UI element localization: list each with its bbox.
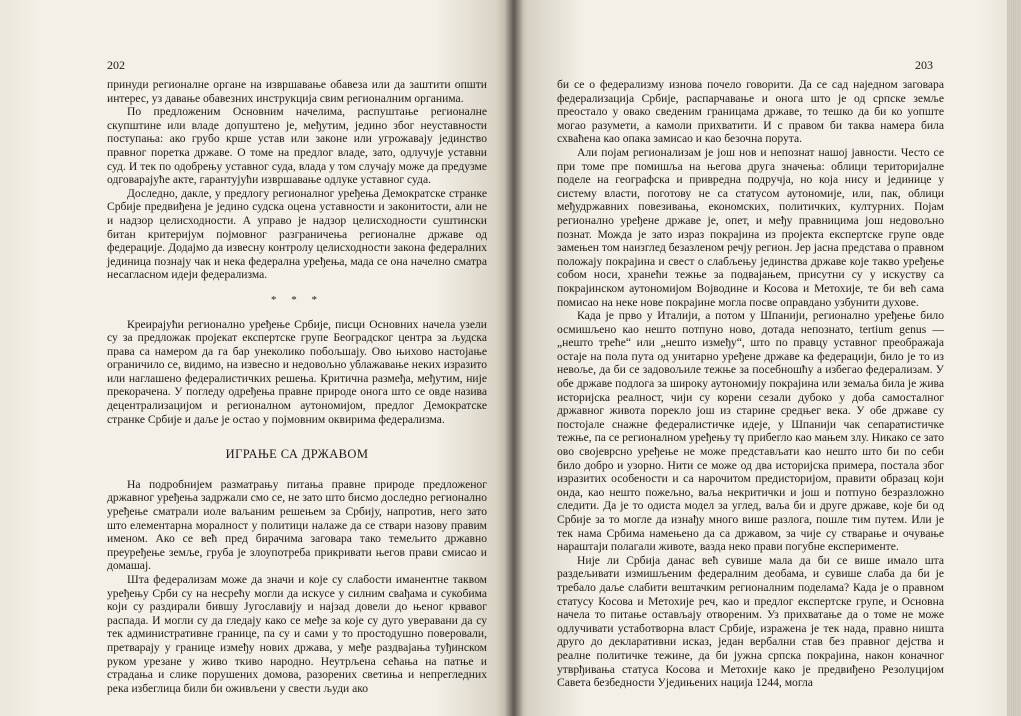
paragraph: принуди регионалне органе на извршавање обавеза или да заштити општи интерес, уз давање обавезних инструкција свим регионалним органима. <box>107 78 487 105</box>
paragraph: Када је прво у Италији, а потом у Шпанији, регионално уређење било осмишљено као нешто потпуно ново, дотада непознато, tertium genus — „нешто треће“ или „нешто између“, што по правцу уставног преображаја остаје на пола пута од унитарно уређене државе ка федерацији, било је то из невоље, да би се задовољиле тежње за посебношћу а избегао федерализам. У обе државе подлога за широку аутономију покрајина или земаља била је жива историјска реалност, чији су корени сезали дубоко у доба самосталног државног живота порекло још из старине средњег века. У обе државе су постојале снажне федералистичке идеје, у Шпанији чак сепаратистичке тежње, па се регионалном уређењу тү прибегло као мањем злу. Никако се зато ово својеврсно уређење не може представљати као нешто што би по себи било добро и узорно. Нити се може од два историјска примера, постала због изразитих особености и са нарочитом предисторијом, правити образац који онда, као нешто пожељно, ваља некритички и још и потпуно безразложно следити. Да је то одиста модел за углед, ваља би и друге државе, које би од Србије за то могле да изнађу много више разлога, пошле тим путем. Или је тек нама Србима намењено да са државом, за чије су стварање и очување нараштаји полагали животе, вазда неко прави погубне експерименте. <box>557 309 944 554</box>
paragraph: Доследно, дакле, у предлогу регионалног уређења Демократске странке Србије предвиђена је једино судска оцена уставности и законитости, али не и надзор целисходности. А управо је надзор целисходности суштински битан критеријум појмовног разграничења регионалне државе од федерације. Додајмо да извесну контролу целисходности закона федералних јединица познају чак и нека федерална уређења, мада се она начелно сматра несагласном идеји федерализма. <box>107 186 487 282</box>
paragraph: би се о федерализму изнова почело говорити. Да се сад наједном заговара федерализација Србије, распарчавање и онога што је од српске земље преостало у овако сведеним границама државе, то тешко да би ко уопште могао разумети, а камоли прихватити. И с правом би таква намера била схваћена као опака замисао и као безочна порута. <box>557 78 944 146</box>
section-title: ИГРАЊЕ СА ДРЖАВОМ <box>225 447 369 462</box>
book-gutter <box>505 0 523 716</box>
paragraph: На подробнијем разматрању питања правне природе предложеног државног уређења задржали смо се, не зато што бисмо доследно регионално уређење сматрали иоле ваљаним решењем за Србију, напротив, него зато што елементарна моралност у политици налаже да се ствари назову правим именом. Ако се већ пред бирачима заговара тако темељито државно преуређење земље, груба је злоупотреба прикривати његов прави смисао и домашај. <box>107 477 487 573</box>
paragraph: По предложеним Основним начелима, распуштање регионалне скупштине или владе допуштено је, међутим, једино због неуставности поступања: ако грубо крше устав или законе или угрожавају јединство правног поретка државе. О томе на предлог владе, зато, одлучује уставни суд. И тек по одобрењу уставног суда, влада у том случају може да предузме одговарајуће акте, гарантујући извршавање одлуке уставног суда. <box>107 105 487 187</box>
right-page <box>512 0 1021 716</box>
paragraph: Шта федерализам може да значи и које су слабости иманентне таквом уређењу Срби су на несрећу могли да искусе у силним свађама и сукобима који су раздирали бившу Југославију и најзад довели до њеног крвавог распада. И могли су да гледају како се међе за које су дуго уверавани да су тек административне границе, па су и сами у то простодушно поверовали, претварају у границе између нових држава, у међе раздвајања туђинском руком урезане у живо ткиво народно. Неутрљена сећања на патње и страдања и слике порушених домова, разорених светиња и непрегледних река избеглица били би оживљени у свести људи ако <box>107 573 487 695</box>
page-edge <box>1007 0 1021 716</box>
paragraph: Није ли Србија данас већ сувише мала да би се више имало шта раздељивати измишљеним федералним деобама, и сувише слаба да би је требало даље слабити вештачким регионалним поделама? Када је о правном статусу Косова и Метохије реч, као и предлог експертске групе, и Основна начела то питање остављају отвореним. Уз прихватање да о томе не може одлучивати устаботворна власт Србије, изражена је тек нада, правно ништа друго до декларативни исказ, један вербални став без правног дејства и реалне политичке тежине, да би јужна српска покрајина, након коначног утврђивања статуса Косова и Метохије како је предвиђено Резолуцијом Савета безбедности Уједињених нација 1244, могла <box>557 553 944 690</box>
left-page-text <box>107 78 487 695</box>
page-number-left: 202 <box>107 58 125 72</box>
right-page-text <box>557 78 944 690</box>
paragraph: Али појам регионализам је још нов и непознат нашој јавности. Често се при томе пре помишља на његова друга значења: облици територијалне поделе на географска и привредна подручја, но која нису и јединице у систему власти, поготову не са статусом аутономије, или, пак, облици међудржавних повезивања, економских, политичких, културних. Појам регионално уређене државе је, опет, и међу правницима још недовољно познат. Можда је зато израз покрајина из пројекта експертске групе овде замењен том наизглед безазленом речју регион. Јер јасна представа о правном положају покрајина и свест о слабљењу јединства државе које такво уређење собом носи, хранећи тежње за подвајањем, присутни су у искуству са покрајинском аутономијом Војводине и Косова и Метохије, те би већ сама помисао на неке нове покрајине могла посве оправдано узбунити духове. <box>557 145 944 309</box>
page-number-right: 203 <box>915 58 933 72</box>
section-separator: * * * <box>271 293 323 306</box>
paragraph: Креирајући регионално уређење Србије, писци Основних начела узели су за предложак пројекат експертске групе Београдског центра за људска права са намером да га бар унеколико побољшају. Ово њихово настојање ограничило се, видимо, на извесно и недовољно ублажавање неких изразито или наглашено федералистичких решења. Критична размеђа, међутим, није прекорачена. У погледу одређења правне природе онога што се овде назива децентрализацијом и регионалном аутономијом, предлог Демократске странке Србије и даље је остао у појмовним оквирима федерализма. <box>107 317 487 426</box>
